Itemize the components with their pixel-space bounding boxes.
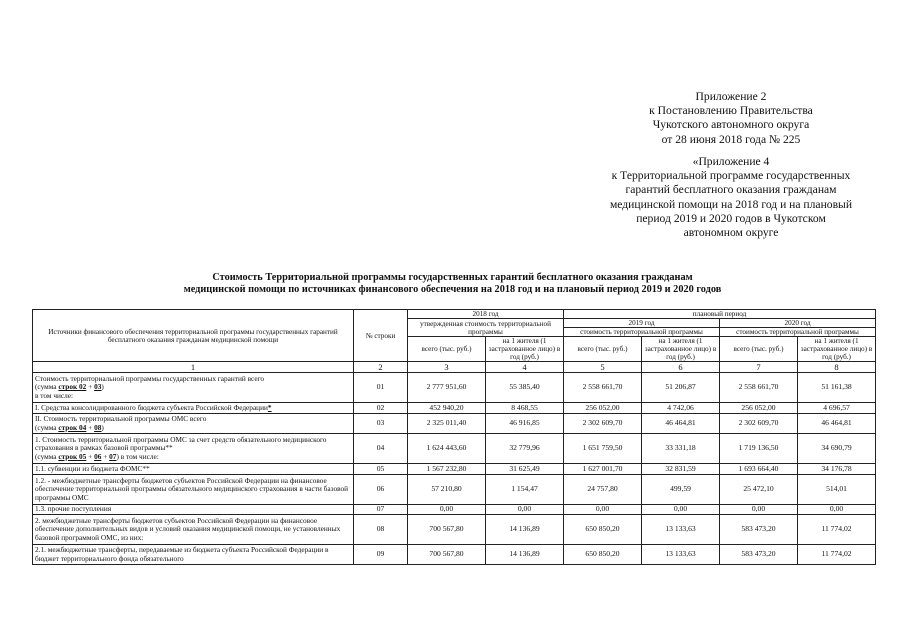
cell-value: 33 331,18 [642,434,720,464]
table-row [33,373,876,403]
table-row [33,434,876,464]
header-total: всего (тыс. руб.) [720,337,798,362]
header-line: от 28 июня 2018 года № 225 [661,132,801,146]
header-per-capita: на 1 жителя (1 застрахованное лицо) в год (руб.) [486,337,564,362]
header-line: к Территориальной программе государственных [611,169,851,183]
financing-table [32,309,876,565]
table-row [33,414,876,434]
row-number: 07 [354,505,408,515]
col-number: 1 [33,362,354,373]
header-total: всего (тыс. руб.) [564,337,642,362]
col-number: 2 [354,362,408,373]
row-label: 2. межбюджетные трансферты бюджетов субъектов Российской Федерации на финансовое обеспечение дополнительных видов и условий оказания медицинской помощи, не установленных базовой программой ОМС, из них: [33,515,354,545]
col-number: 5 [564,362,642,373]
row-link[interactable]: 08 [94,422,102,432]
document-title [100,272,805,296]
cell-value: 2 558 661,70 [564,373,642,403]
cell-value: 31 625,49 [486,464,564,475]
row-number: 02 [354,403,408,414]
row-label: 1.1. субвенции из бюджета ФОМС** [33,464,354,475]
title-line: Стоимость Территориальной программы государственных гарантий бесплатного оказания гражданам [212,272,693,283]
cell-value: 32 831,59 [642,464,720,475]
header-line: гарантий бесплатного оказания гражданам [625,183,837,197]
row-number: 09 [354,545,408,565]
cell-value: 256 052,00 [720,403,798,414]
header-planned: плановый период [564,310,876,319]
header-2020: 2020 год [720,319,876,328]
table-row [33,515,876,545]
row-label: 1.2. - межбюджетные трансферты бюджетов субъектов Российской Федерации на финансовое обеспечение территориальной программы обязательного медицинского страхования в части базовой программы ОМС [33,475,354,505]
cell-value: 583 473,20 [720,545,798,565]
table-row [33,475,876,505]
header-per-capita: на 1 жителя (1 застрахованное лицо) в год (руб.) [798,337,876,362]
header-cost-2020: стоимость территориальной программы [720,328,876,337]
header-cost-2019: стоимость территориальной программы [564,328,720,337]
table-header [33,310,876,362]
cell-value: 0,00 [798,505,876,515]
row-link[interactable]: 03 [94,382,102,392]
header-per-capita: на 1 жителя (1 застрахованное лицо) в год (руб.) [642,337,720,362]
cell-value: 34 176,78 [798,464,876,475]
col-number: 8 [798,362,876,373]
row-label: 1. Стоимость территориальной программы ОМС за счет средств обязательного медицинского страхования в рамках базовой программы** (сумма строк 05 + 06 + 07) в том числе: [33,434,354,464]
row-link[interactable]: строк 05 [58,451,87,461]
cell-value: 57 210,80 [408,475,486,505]
cell-value: 0,00 [486,505,564,515]
col-number: 3 [408,362,486,373]
cell-value: 583 473,20 [720,515,798,545]
cell-value: 25 472,10 [720,475,798,505]
header-line: Приложение 2 [695,90,767,103]
cell-value: 51 161,38 [798,373,876,403]
row-label: 2.1. межбюджетные трансферты, передаваемые из бюджета субъекта Российской Федерации в бюджет территориального фонда обязательного [33,545,354,565]
cell-value: 34 690,79 [798,434,876,464]
title-line: медицинской помощи по источниках финансового обеспечения на 2018 год и на плановый период 2019 и 2020 годов [183,284,722,295]
col-number: 6 [642,362,720,373]
header-line-no: № строки [354,310,408,362]
cell-value: 700 567,80 [408,545,486,565]
header-total: всего (тыс. руб.) [408,337,486,362]
table-row [33,545,876,565]
table-row [33,505,876,515]
cell-value: 0,00 [564,505,642,515]
row-label: Стоимость территориальной программы государственных гарантий всего (сумма строк 02 + 03) в том числе: [33,373,354,403]
row-label: I. Средства консолидированного бюджета субъекта Российской Федерации* [33,403,354,414]
cell-value: 46 916,85 [486,414,564,434]
cell-value: 32 779,96 [486,434,564,464]
cell-value: 650 850,20 [564,515,642,545]
cell-value: 14 136,89 [486,515,564,545]
cell-value: 2 558 661,70 [720,373,798,403]
cell-value: 11 774,02 [798,515,876,545]
cell-value: 2 777 951,60 [408,373,486,403]
cell-value: 514,01 [798,475,876,505]
cell-value: 13 133,63 [642,515,720,545]
row-number: 04 [354,434,408,464]
cell-value: 2 302 609,70 [564,414,642,434]
header-approved-cost: утвержденная стоимость территориальной программы [408,319,564,337]
header-line: медицинской помощи на 2018 год и на плановый [609,197,853,211]
cell-value: 14 136,89 [486,545,564,565]
cell-value: 1 627 001,70 [564,464,642,475]
table-row [33,464,876,475]
row-label: II. Стоимость территориальной программы ОМС всего (сумма строк 04 + 08) [33,414,354,434]
row-number: 08 [354,515,408,545]
table-body [33,373,876,565]
cell-value: 0,00 [642,505,720,515]
cell-value: 46 464,81 [798,414,876,434]
row-link[interactable]: строк 02 [58,382,87,392]
header-line: автономном округе [683,226,779,240]
row-link[interactable]: 06 [94,451,102,461]
cell-value: 1 651 759,50 [564,434,642,464]
cell-value: 650 850,20 [564,545,642,565]
cell-value: 4 742,06 [642,403,720,414]
cell-value: 0,00 [408,505,486,515]
header-source: Источники финансового обеспечения территориальной программы государственных гарантий бесплатного оказания гражданам медицинской помощи [33,310,354,362]
cell-value: 51 206,87 [642,373,720,403]
cell-value: 2 302 609,70 [720,414,798,434]
cell-value: 1 719 136,50 [720,434,798,464]
cell-value: 256 052,00 [564,403,642,414]
row-number: 06 [354,475,408,505]
appendix-4-header [596,155,866,240]
table-row [33,403,876,414]
cell-value: 8 468,55 [486,403,564,414]
appendix-2-header [596,90,866,147]
cell-value: 2 325 011,40 [408,414,486,434]
header-line: «Приложение 4 [692,155,770,168]
cell-value: 1 154,47 [486,475,564,505]
cell-value: 46 464,81 [642,414,720,434]
cell-value: 452 940,20 [408,403,486,414]
col-number: 4 [486,362,564,373]
col-number: 7 [720,362,798,373]
cell-value: 499,59 [642,475,720,505]
row-number: 01 [354,373,408,403]
cell-value: 4 696,57 [798,403,876,414]
cell-value: 11 774,02 [798,545,876,565]
row-link[interactable]: 07 [109,451,117,461]
column-numbers [33,362,876,373]
row-number: 05 [354,464,408,475]
cell-value: 0,00 [720,505,798,515]
cell-value: 700 567,80 [408,515,486,545]
cell-value: 1 624 443,60 [408,434,486,464]
row-link[interactable]: строк 04 [58,422,87,432]
header-line: период 2019 и 2020 годов в Чукотском [636,211,826,225]
cell-value: 24 757,80 [564,475,642,505]
header-line: к Постановлению Правительства [649,104,813,118]
cell-value: 1 567 232,80 [408,464,486,475]
row-number: 03 [354,414,408,434]
header-2019: 2019 год [564,319,720,328]
footnote-link[interactable]: * [267,402,272,412]
header-line: Чукотского автономного округа [652,118,810,132]
header-2018: 2018 год [408,310,564,319]
row-label: 1.3. прочие поступления [33,505,354,515]
cell-value: 1 693 664,40 [720,464,798,475]
cell-value: 13 133,63 [642,545,720,565]
cell-value: 55 385,40 [486,373,564,403]
